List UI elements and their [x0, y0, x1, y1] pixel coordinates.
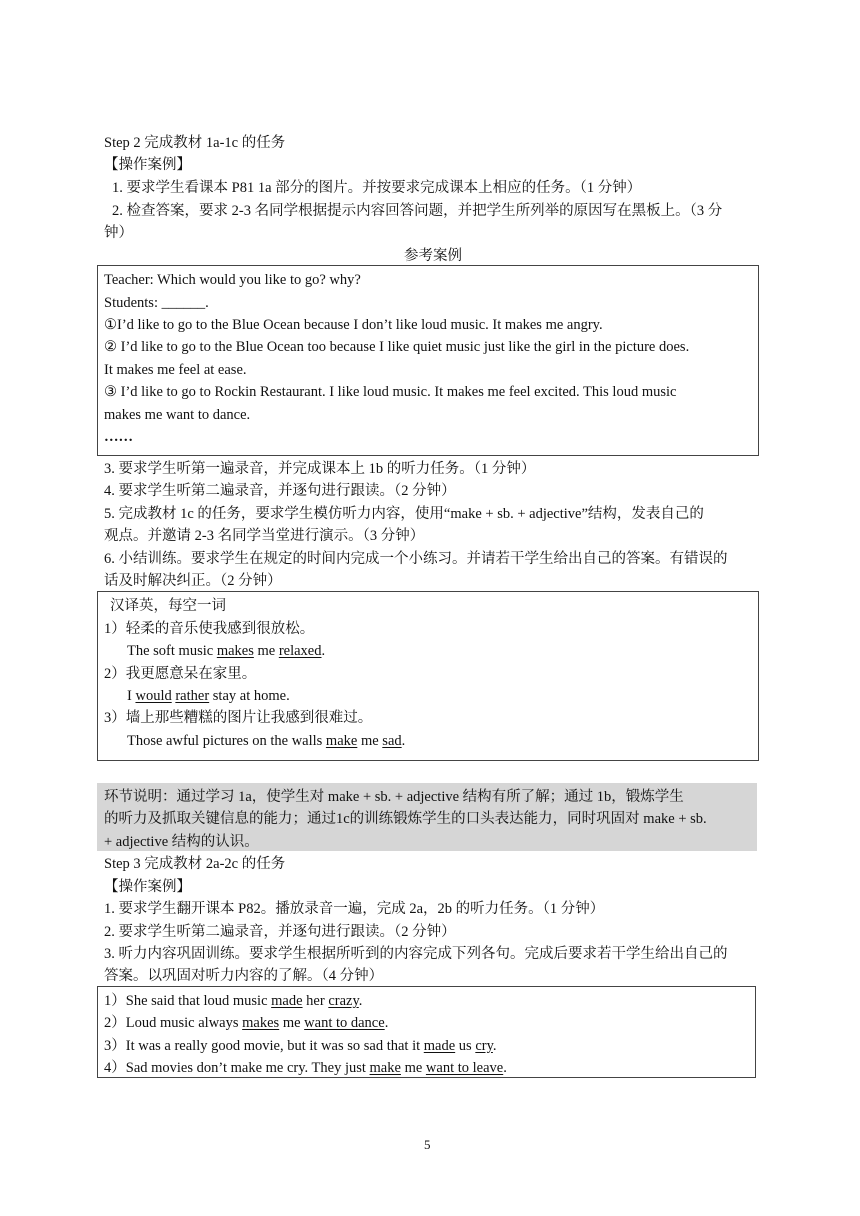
exercise2-sentence-1: [104, 991, 362, 1011]
exercise2-sentence-4: [104, 1058, 507, 1078]
step2-item-3: 3. 要求学生听第一遍录音，并完成课本上 1b 的听力任务。（1 分钟）: [104, 461, 536, 477]
section-note-line2: 的听力及抓取关键信息的能力；通过1c的训练锻炼学生的口头表达能力，同时巩固对 make + sb.: [104, 811, 707, 827]
sentence-text: me: [279, 1015, 305, 1031]
answer-text: The soft music: [127, 643, 217, 659]
exercise2-sentence-2: [104, 1013, 388, 1033]
answer-text: Those awful pictures on the walls: [127, 733, 326, 749]
step2-item-2-line1: 2. 检查答案，要求 2-3 名同学根据提示内容回答问题，并把学生所列举的原因写在黑板上。（3 分: [112, 203, 723, 219]
step2-item-4: 4. 要求学生听第二遍录音，并逐句进行跟读。（2 分钟）: [104, 483, 456, 499]
answer-blank: want to dance: [304, 1015, 385, 1031]
answer-text: me: [357, 733, 383, 749]
answer-blank: made: [423, 1038, 456, 1054]
answer-blank: sad: [382, 733, 402, 749]
answer-text: .: [401, 733, 406, 749]
ref-answer-2-line1: ② I’d like to go to the Blue Ocean too because I like quiet music just like the girl in the picture does.: [104, 339, 690, 355]
answer-blank: makes: [242, 1015, 280, 1031]
step3-item-3-line1: 3. 听力内容巩固训练。要求学生根据所听到的内容完成下列各句。完成后要求若干学生给出自己的: [104, 946, 728, 962]
step3-item-3-line2: 答案。以巩固对听力内容的了解。（4 分钟）: [104, 968, 384, 984]
exercise1-question-3: 3）墙上那些糟糕的图片让我感到很难过。: [104, 710, 373, 726]
ref-teacher-line: Teacher: Which would you like to go? why?: [104, 272, 361, 288]
exercise1-answer-3: [127, 731, 405, 751]
step2-item-1: 1. 要求学生看课本 P81 1a 部分的图片。并按要求完成课本上相应的任务。（1 分钟）: [112, 180, 642, 196]
answer-blank: make: [325, 733, 358, 749]
answer-blank: would: [135, 688, 172, 704]
answer-text: stay at home.: [209, 688, 290, 704]
section-note-line3: + adjective 结构的认识。: [104, 834, 259, 850]
answer-blank: want to leave: [425, 1060, 504, 1076]
answer-blank: cry: [475, 1038, 493, 1054]
step2-item-5-line2: 观点。并邀请 2-3 名同学当堂进行演示。（3 分钟）: [104, 528, 425, 544]
sentence-text: .: [384, 1015, 389, 1031]
step2-title: Step 2 完成教材 1a-1c 的任务: [104, 135, 286, 151]
exercise1-answer-2: [127, 686, 290, 706]
answer-blank: made: [271, 993, 303, 1009]
sentence-text: us: [455, 1038, 476, 1054]
sentence-text: 1）She said that loud music: [104, 993, 272, 1009]
ref-students-line: Students: ______.: [104, 295, 209, 311]
step2-case-header: 【操作案例】: [104, 157, 191, 173]
answer-text: I: [127, 688, 136, 704]
sentence-text: .: [358, 993, 363, 1009]
ref-answer-3-line2: makes me want to dance.: [104, 407, 251, 423]
step2-item-5-line1: 5. 完成教材 1c 的任务，要求学生模仿听力内容，使用“make + sb. + adjective”结构，发表自己的: [104, 506, 704, 522]
step3-title: Step 3 完成教材 2a-2c 的任务: [104, 856, 286, 872]
sentence-text: her: [302, 993, 329, 1009]
ref-answer-2-line2: It makes me feel at ease.: [104, 362, 247, 378]
step2-item-6-line2: 话及时解决纠正。（2 分钟）: [104, 573, 282, 589]
reference-case-title: 参考案例: [404, 248, 462, 264]
exercise1-header: 汉译英，每空一词: [110, 598, 226, 614]
ref-answer-3-line1: ③ I’d like to go to Rockin Restaurant. I like loud music. It makes me feel excited. This loud music: [104, 384, 677, 400]
sentence-text: 3）It was a really good movie, but it was so sad that it: [104, 1038, 424, 1054]
step3-item-2: 2. 要求学生听第二遍录音，并逐句进行跟读。（2 分钟）: [104, 924, 456, 940]
sentence-text: 2）Loud music always: [104, 1015, 243, 1031]
answer-blank: relaxed: [278, 643, 322, 659]
exercise1-question-1: 1）轻柔的音乐使我感到很放松。: [104, 621, 315, 637]
sentence-text: 4）Sad movies don’t make me cry. They just: [104, 1060, 370, 1076]
ref-answer-1: ①I’d like to go to the Blue Ocean because I don’t like loud music. It makes me angry.: [104, 317, 603, 333]
sentence-text: .: [492, 1038, 497, 1054]
answer-text: me: [253, 643, 279, 659]
section-note-line1: 环节说明：通过学习 1a，使学生对 make + sb. + adjective 结构有所了解；通过 1b，锻炼学生: [104, 789, 684, 805]
step2-item-2-line2: 钟）: [104, 225, 133, 241]
ref-ellipsis: ……: [104, 429, 133, 445]
exercise1-question-2: 2）我更愿意呆在家里。: [104, 666, 257, 682]
sentence-text: me: [400, 1060, 426, 1076]
answer-blank: crazy: [328, 993, 359, 1009]
exercise1-answer-1: [127, 641, 325, 661]
answer-text: .: [321, 643, 326, 659]
step3-case-header: 【操作案例】: [104, 879, 191, 895]
answer-blank: rather: [175, 688, 210, 704]
step3-item-1: 1. 要求学生翻开课本 P82。播放录音一遍，完成 2a，2b 的听力任务。（1 分钟）: [104, 901, 605, 917]
answer-blank: make: [369, 1060, 401, 1076]
sentence-text: .: [503, 1060, 507, 1076]
page-number: 5: [424, 1137, 431, 1152]
exercise2-sentence-3: [104, 1036, 497, 1056]
step2-item-6-line1: 6. 小结训练。要求学生在规定的时间内完成一个小练习。并请若干学生给出自己的答案。有错误的: [104, 551, 728, 567]
answer-blank: makes: [216, 643, 254, 659]
